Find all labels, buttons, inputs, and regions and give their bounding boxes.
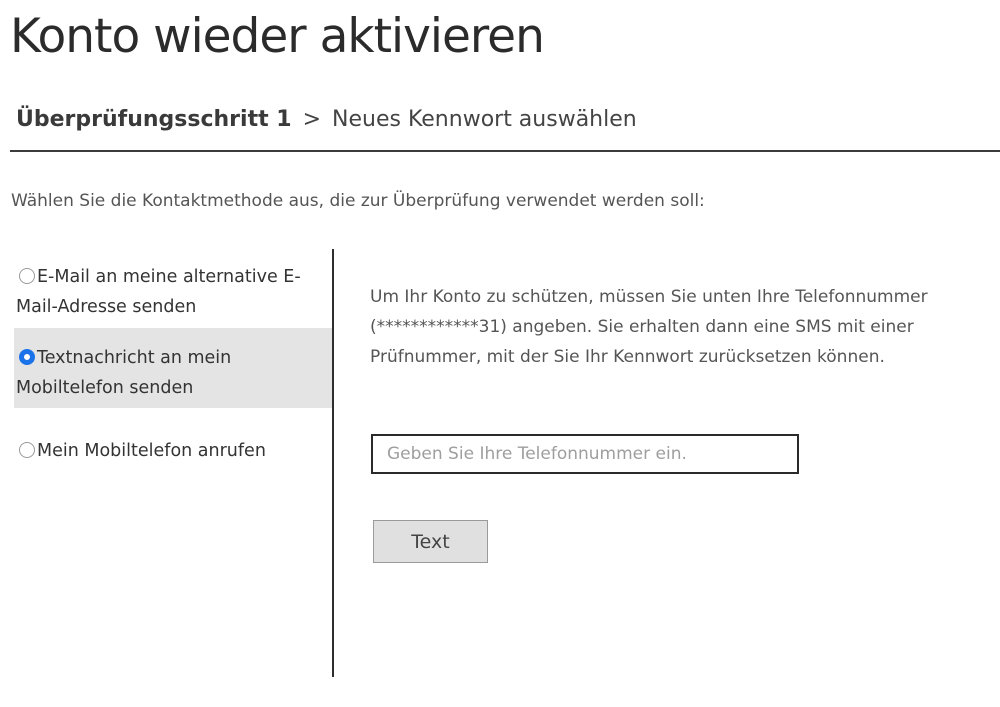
method-option-email[interactable]: [14, 258, 332, 328]
breadcrumb-separator: >: [302, 107, 322, 132]
page-title: Konto wieder aktivieren: [10, 9, 544, 64]
send-text-button[interactable]: Text: [373, 520, 488, 563]
contact-method-list: [14, 258, 332, 468]
header-divider: [10, 150, 1000, 152]
radio-email[interactable]: [19, 268, 35, 284]
radio-sms[interactable]: [19, 349, 35, 365]
method-option-sms[interactable]: [14, 328, 332, 408]
instruction-text: Wählen Sie die Kontaktmethode aus, die zur Überprüfung verwendet werden soll:: [11, 191, 705, 211]
breadcrumb-next-step: Neues Kennwort auswählen: [332, 107, 637, 132]
radio-call[interactable]: [19, 442, 35, 458]
phone-number-input[interactable]: [371, 434, 799, 474]
method-label-call: Mein Mobiltelefon anrufen: [37, 441, 266, 461]
description-text: Um Ihr Konto zu schützen, müssen Sie unten Ihre Telefonnummer (************31) angeben. Sie erhalten dann eine SMS mit einer Prüfnummer, mit der Sie Ihr Kennwort zurücksetzen können.: [370, 287, 928, 367]
vertical-divider: [332, 249, 334, 677]
method-label-email: E-Mail an meine alternative E-Mail-Adresse senden: [16, 267, 301, 317]
method-option-call[interactable]: [14, 432, 332, 468]
breadcrumb-current-step: Überprüfungsschritt 1: [16, 107, 292, 132]
breadcrumb: [16, 104, 637, 136]
method-label-sms: Textnachricht an mein Mobiltelefon senden: [16, 348, 232, 398]
